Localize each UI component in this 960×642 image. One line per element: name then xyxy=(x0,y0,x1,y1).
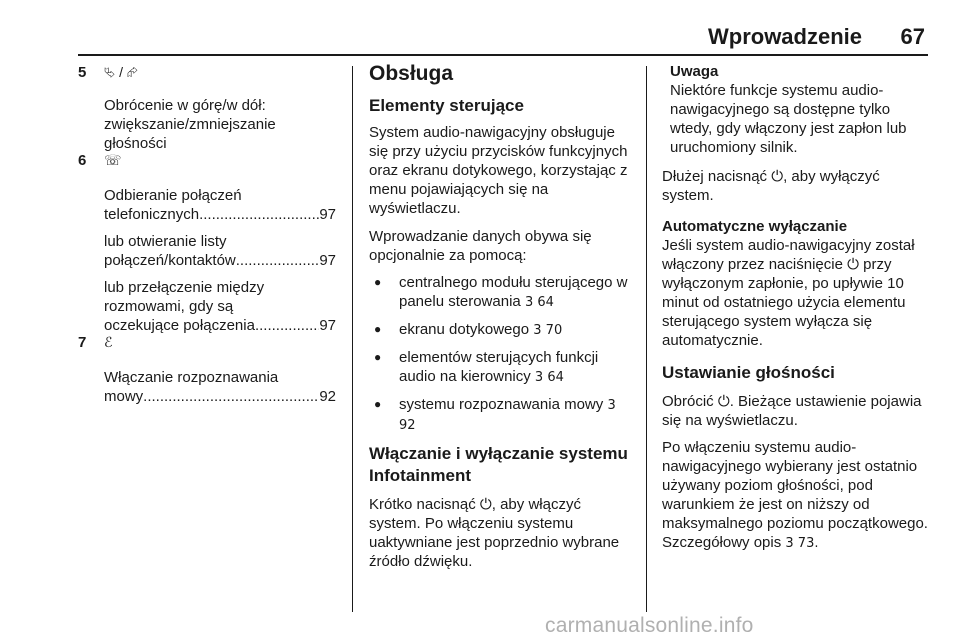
volume-up-down-icon: ⮱ / ⮳ xyxy=(104,64,139,80)
power-paragraph: Krótko nacisnąć ⏻, aby włączyć system. Po włączeniu systemu uaktywniane jest poprzednio wybrane źródło dźwięku. xyxy=(369,496,620,570)
page-header-title: Wprowadzenie xyxy=(707,24,862,49)
list-item: ● systemu rozpoznawania mowy 3 92 xyxy=(369,395,635,435)
page-number: 67 xyxy=(900,24,925,49)
volume-title: Ustawianie głośności xyxy=(662,363,835,382)
item-7-entry-voice: Włączanie rozpoznawania mowy ..... 92 xyxy=(104,368,336,406)
note-text: Niektóre funkcje systemu audio-nawigacyjnego są dostępne tylko wtedy, gdy włączony jest zapłon lub uruchomiony silnik. xyxy=(670,82,907,156)
header-rule xyxy=(78,54,928,56)
column-divider-left xyxy=(352,66,353,612)
voice-recognition-icon: ℰ xyxy=(104,334,113,350)
list-item: ● elementów sterujących funkcji audio na kierownicy 3 64 xyxy=(369,348,635,387)
item-6-entry-list: lub otwieranie listy połączeń/kontaktów ..... 97 xyxy=(104,232,336,270)
volume-paragraph-2: Po włączeniu systemu audio-nawigacyjnego wybierany jest ostatnio używany poziom głośności, pod warunkiem że jest on niższy od maksymalnego poziomu początkowego. Szczegółowy opis 3 73. xyxy=(662,439,928,551)
item-number-7: 7 xyxy=(78,334,87,351)
section-title: Obsługa xyxy=(369,62,454,85)
item-5-description: Obrócenie w górę/w dół: zwiększanie/zmniejszanie głośności xyxy=(104,97,276,152)
page-ref: 3 92 xyxy=(399,398,616,433)
column-divider-right xyxy=(646,66,647,612)
right-column xyxy=(662,62,928,553)
page-ref: 3 73. xyxy=(785,536,819,551)
intro-paragraph: System audio-nawigacyjny obsługuje się przy użyciu przycisków funkcyjnych oraz ekranu dotykowego, korzystając z menu pojawiających się na wyświetlaczu. xyxy=(369,124,628,217)
list-item: ● centralnego modułu sterującego w panelu sterowania 3 64 xyxy=(369,273,635,312)
phone-icon: ☏ xyxy=(104,152,122,168)
page-ref: 97 xyxy=(319,252,336,269)
page-ref: 3 64 xyxy=(524,295,554,310)
item-6-entry-answer: Odbieranie połączeń telefonicznych ..... 97 xyxy=(104,186,336,224)
input-intro: Wprowadzanie danych obywa się opcjonalnie za pomocą: xyxy=(369,228,592,264)
note-box xyxy=(662,62,928,157)
volume-paragraph-1: Obrócić ⏻. Bieżące ustawienie pojawia się na wyświetlaczu. xyxy=(662,393,922,429)
item-6-entry-switch: lub przełączenie między rozmowami, gdy są oczekujące połączenia ..... 97 xyxy=(104,278,336,335)
note-title: Uwaga xyxy=(670,63,719,80)
power-title: Włączanie i wyłączanie systemu Infotainment xyxy=(369,444,628,485)
page-ref: 97 xyxy=(319,206,336,223)
auto-off-title: Automatyczne wyłączanie xyxy=(662,218,848,235)
middle-column xyxy=(369,62,635,571)
watermark: carmanualsonline.info xyxy=(545,614,754,637)
off-paragraph: Dłużej nacisnąć ⏻, aby wyłączyć system. xyxy=(662,168,880,204)
list-item: ● ekranu dotykowego 3 70 xyxy=(369,320,635,340)
item-number-6: 6 xyxy=(78,152,87,169)
input-method-list xyxy=(369,273,635,435)
page-ref: 3 64 xyxy=(534,370,564,385)
page-ref: 92 xyxy=(319,388,336,405)
page-ref: 3 70 xyxy=(533,323,563,338)
page-ref: 97 xyxy=(319,317,336,334)
auto-off-paragraph: Jeśli system audio-nawigacyjny został włączony przez naciśnięcie ⏻ przy wyłączonym zapłonie, po upływie 10 minut od ostatniego użycia elementu sterującego system wyłącza się automatycznie. xyxy=(662,237,915,349)
subsection-title: Elementy sterujące xyxy=(369,96,524,115)
item-number-5: 5 xyxy=(78,64,87,81)
